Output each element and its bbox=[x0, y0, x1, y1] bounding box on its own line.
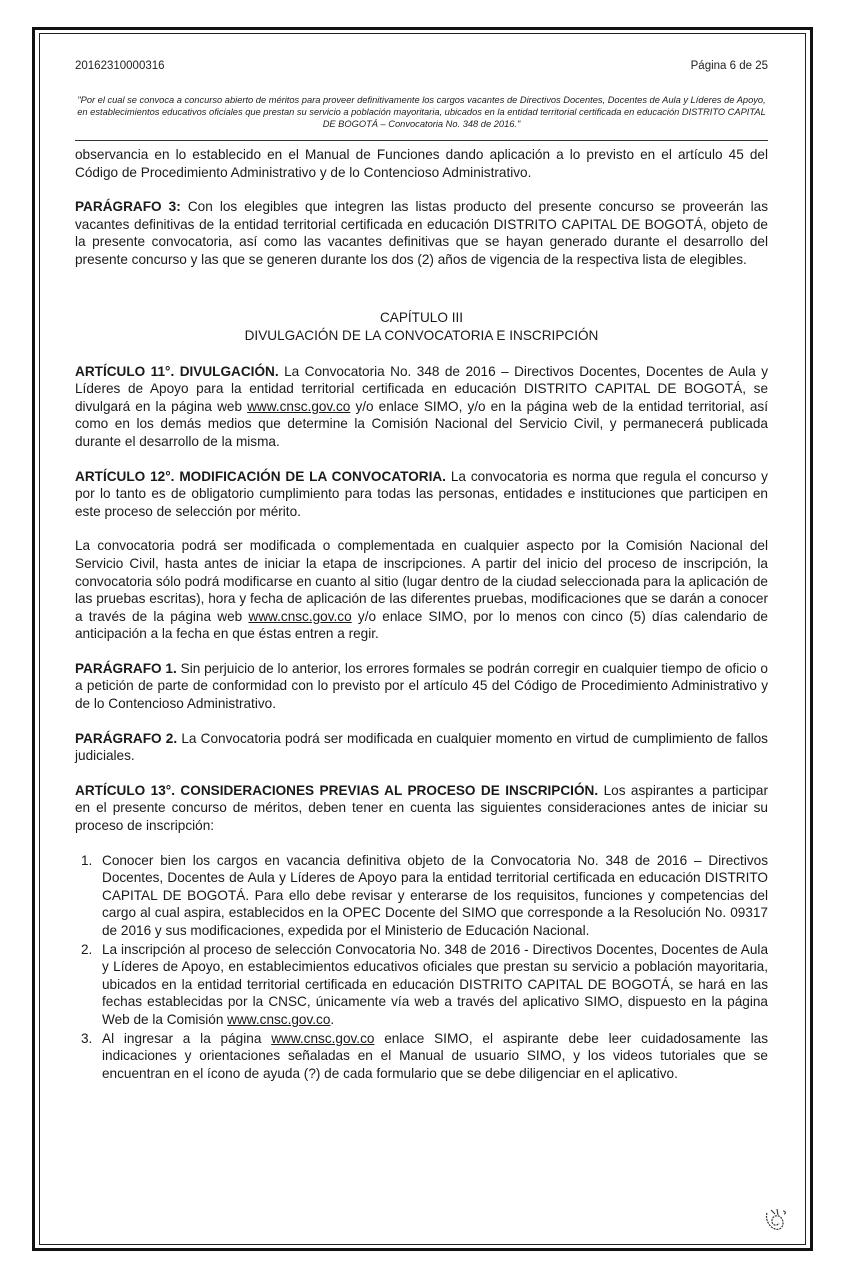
list-item bbox=[75, 852, 768, 940]
list-item-text-cont: . bbox=[330, 1011, 335, 1027]
paragrafo-1 bbox=[75, 660, 768, 713]
articulo-12 bbox=[75, 468, 768, 521]
paragrafo-3-label: PARÁGRAFO 3: bbox=[75, 199, 181, 215]
cnsc-link[interactable]: www.cnsc.gov.co bbox=[248, 608, 352, 624]
paragrafo-2-label: PARÁGRAFO 2. bbox=[75, 730, 178, 746]
chapter-heading bbox=[75, 309, 768, 345]
paragrafo-2 bbox=[75, 730, 768, 765]
header-separator bbox=[75, 140, 768, 141]
paragrafo-3 bbox=[75, 198, 768, 268]
articulo-12-label: ARTÍCULO 12°. MODIFICACIÓN DE LA CONVOCATORIA. bbox=[75, 468, 446, 484]
cnsc-link[interactable]: www.cnsc.gov.co bbox=[227, 1011, 331, 1027]
articulo-12-p2-text-cont: y/o enlace SIMO, por lo menos con cinco (5) días calendario de anticipación a la fecha en que éstas entren a regir. bbox=[75, 608, 768, 642]
list-item bbox=[75, 1030, 768, 1083]
list-item-number: 3. bbox=[81, 1030, 93, 1046]
paragrafo-1-label: PARÁGRAFO 1. bbox=[75, 660, 177, 676]
articulo-11 bbox=[75, 363, 768, 451]
articulo-12-p2-text: La convocatoria podrá ser modificada o complementada en cualquier aspecto por la Comisión Nacional del Servicio Civil, hasta antes de iniciar la etapa de inscripciones. A partir del inicio del proceso de inscripción, la convocatoria sólo podrá modificarse en cuanto al sitio (lugar dentro de la ciudad seleccionada para la aplicación de las pruebas escritas), hora y fecha de aplicación de las diferentes pruebas, modificaciones que se darán a conocer a través de la página web bbox=[75, 538, 768, 624]
initials-signature-icon bbox=[763, 1205, 789, 1235]
paragrafo-1-text: Sin perjuicio de lo anterior, los errores formales se podrán corregir en cualquier tiempo de oficio o a petición de parte de conformidad con lo previsto por el artículo 45 del Código de Procedimiento Administrativo y de lo Contencioso Administrativo. bbox=[75, 660, 768, 712]
articulo-11-text: La Convocatoria No. 348 de 2016 – Directivos Docentes, Docentes de Aula y Líderes de Apoyo para la entidad territorial certificada en educación DISTRITO CAPITAL DE BOGOTÁ, se divulgará en la página web bbox=[75, 363, 769, 414]
page-number: Página 6 de 25 bbox=[690, 60, 768, 72]
list-item-text-cont: enlace SIMO, el aspirante debe leer cuidadosamente las indicaciones y orientaciones señaladas en el Manual de usuario SIMO, y los videos tutoriales que se encuentran en el ícono de ayuda (?) de cada formulario que se debe diligenciar en el aplicativo. bbox=[102, 1030, 768, 1081]
list-item bbox=[75, 941, 768, 1029]
document-id: 20162310000316 bbox=[75, 60, 165, 72]
chapter-number: CAPÍTULO III bbox=[379, 309, 464, 325]
paragrafo-2-text: La Convocatoria podrá ser modificada en cualquier momento en virtud de cumplimiento de fallos judiciales. bbox=[75, 730, 768, 764]
considerations-list bbox=[75, 852, 768, 1083]
document-subtitle: "Por el cual se convoca a concurso abierto de méritos para proveer definitivamente los cargos vacantes de Directivos Docentes, Docentes de Aula y Líderes de Apoyo, en establecimientos educativos oficiales que prestan su servicio a población mayoritaria, ubicados en la entidad territorial certificada en educación DISTRITO CAPITAL DE BOGOTÁ – Convocatoria No. 348 de 2016." bbox=[77, 95, 766, 129]
list-item-text: Al ingresar a la página bbox=[102, 1030, 272, 1046]
document-body bbox=[75, 146, 768, 1082]
list-item-text: Conocer bien los cargos en vacancia definitiva objeto de la Convocatoria No. 348 de 2016 – Directivos Docentes, Docentes de Aula y Líderes de Apoyo para la entidad territorial certificada en educación DISTRITO CAPITAL DE BOGOTÁ. Para ello debe revisar y enterarse de los requisitos, funciones y competencias del cargo al cual aspira, establecidos en la OPEC Docente del SIMO que corresponde a la Resolución No. 09317 de 2016 y sus modificaciones, expedida por el Ministerio de Educación Nacional. bbox=[102, 852, 768, 938]
list-item-number: 1. bbox=[81, 852, 93, 868]
document-page bbox=[75, 60, 768, 1083]
articulo-13-text: Los aspirantes a participar en el presente concurso de méritos, deben tener en cuenta las siguientes consideraciones antes de iniciar su proceso de inscripción: bbox=[75, 782, 768, 834]
articulo-13-label: ARTÍCULO 13°. CONSIDERACIONES PREVIAS AL PROCESO DE INSCRIPCIÓN. bbox=[75, 782, 599, 798]
paragrafo-3-text: Con los elegibles que integren las listas producto del presente concurso se proveerán las vacantes definitivas de la entidad territorial certificada en educación DISTRITO CAPITAL DE BOGOTÁ, objeto de la presente convocatoria, así como las vacantes definitivas que se hayan generado durante el desarrollo del presente concurso y las que se generen durante los dos (2) años de vigencia de la respectiva lista de elegibles. bbox=[75, 199, 768, 267]
articulo-13 bbox=[75, 782, 768, 835]
cnsc-link[interactable]: www.cnsc.gov.co bbox=[271, 1030, 375, 1046]
page-header bbox=[75, 60, 768, 72]
intro-paragraph: observancia en lo establecido en el Manual de Funciones dando aplicación a lo previsto en el artículo 45 del Código de Procedimiento Administrativo y de lo Contencioso Administrativo. bbox=[75, 147, 768, 180]
articulo-11-label: ARTÍCULO 11°. DIVULGACIÓN. bbox=[75, 363, 279, 379]
list-item-number: 2. bbox=[81, 941, 93, 957]
cnsc-link[interactable]: www.cnsc.gov.co bbox=[247, 398, 351, 414]
articulo-11-text-cont: y/o enlace SIMO, y/o en la página web de la entidad territorial, así como en los demás medios que determine la Comisión Nacional del Servicio Civil, y permanecerá publicada durante el desarrollo de la misma. bbox=[75, 398, 768, 449]
list-item-text: La inscripción al proceso de selección Convocatoria No. 348 de 2016 - Directivos Docentes, Docentes de Aula y Líderes de Apoyo, en establecimientos educativos oficiales que prestan su servicio a población mayoritaria, ubicados en la entidad territorial certificada en educación DISTRITO CAPITAL DE BOGOTÁ, se hará en las fechas establecidas por la CNSC, únicamente vía web a través del aplicativo SIMO, dispuesto en la página Web de la Comisión bbox=[102, 941, 768, 1027]
chapter-title: DIVULGACIÓN DE LA CONVOCATORIA E INSCRIPCIÓN bbox=[244, 327, 599, 343]
articulo-12-text: La convocatoria es norma que regula el concurso y por lo tanto es de obligatorio cumplimiento para todas las personas, entidades e instituciones que participen en este proceso de selección por mérito. bbox=[75, 468, 768, 519]
articulo-12-paragraph-2 bbox=[75, 537, 768, 643]
